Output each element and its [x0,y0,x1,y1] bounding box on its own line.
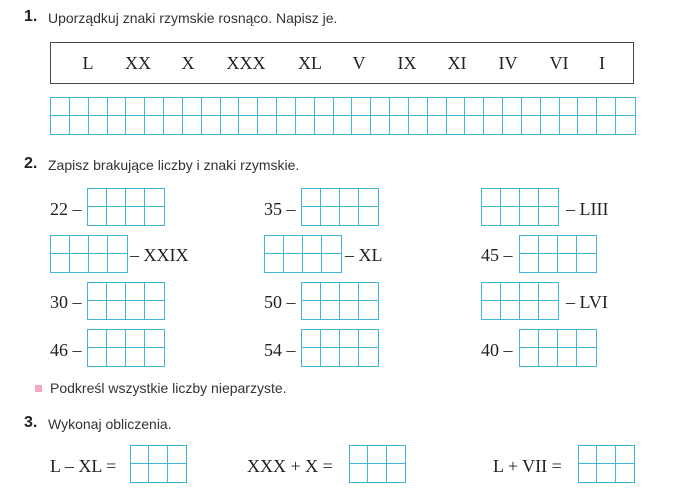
answer-grid[interactable] [301,188,379,226]
grid-cell[interactable] [428,98,447,116]
grid-cell[interactable] [539,348,558,366]
grid-cell[interactable] [616,98,635,116]
grid-cell[interactable] [126,189,145,207]
grid-cell[interactable] [88,283,107,301]
grid-cell[interactable] [107,348,126,366]
grid-cell[interactable] [321,189,340,207]
grid-cell[interactable] [183,116,202,134]
grid-cell[interactable] [51,236,70,254]
grid-cell[interactable] [387,446,405,464]
grid-cell[interactable] [321,348,340,366]
grid-cell[interactable] [202,98,221,116]
answer-grid[interactable] [50,235,128,273]
grid-cell[interactable] [321,330,340,348]
grid-cell[interactable] [321,207,340,225]
grid-cell[interactable] [126,301,145,319]
grid-cell[interactable] [560,116,579,134]
grid-cell[interactable] [302,348,321,366]
grid-cell[interactable] [539,283,558,301]
task3-instruction: Wykonaj obliczenia. [48,416,172,432]
grid-cell[interactable] [239,116,258,134]
grid-cell[interactable] [616,116,635,134]
roman-numerals-box [50,42,634,84]
grid-cell[interactable] [359,207,378,225]
grid-cell[interactable] [616,464,634,482]
task2-label: 46 – [50,340,82,360]
grid-cell[interactable] [321,283,340,301]
roman-numeral: VI [549,53,569,73]
grid-cell[interactable] [145,207,164,225]
grid-cell[interactable] [447,116,466,134]
grid-cell[interactable] [302,207,321,225]
grid-cell[interactable] [340,330,359,348]
grid-cell[interactable] [482,301,501,319]
grid-cell[interactable] [108,98,127,116]
grid-cell[interactable] [501,301,520,319]
grid-cell[interactable] [126,98,145,116]
grid-cell[interactable] [145,330,164,348]
grid-cell[interactable] [168,446,186,464]
grid-cell[interactable] [578,98,597,116]
grid-cell[interactable] [579,446,597,464]
grid-cell[interactable] [145,283,164,301]
grid-cell[interactable] [131,446,149,464]
grid-cell[interactable] [350,464,368,482]
grid-cell[interactable] [221,98,240,116]
grid-cell[interactable] [334,98,353,116]
answer-grid[interactable] [481,188,559,226]
roman-numeral: I [599,53,605,73]
answer-grid[interactable] [87,282,165,320]
grid-cell[interactable] [359,283,378,301]
grid-cell[interactable] [359,301,378,319]
grid-cell[interactable] [70,236,89,254]
grid-cell[interactable] [520,348,539,366]
grid-cell[interactable] [340,207,359,225]
grid-cell[interactable] [368,446,386,464]
grid-cell[interactable] [202,116,221,134]
grid-cell[interactable] [520,283,539,301]
grid-cell[interactable] [51,116,70,134]
grid-cell[interactable] [503,98,522,116]
grid-cell[interactable] [183,98,202,116]
grid-cell[interactable] [359,189,378,207]
grid-cell[interactable] [520,330,539,348]
grid-cell[interactable] [465,116,484,134]
grid-cell[interactable] [296,116,315,134]
grid-cell[interactable] [340,189,359,207]
grid-cell[interactable] [126,330,145,348]
grid-cell[interactable] [558,348,577,366]
grid-cell[interactable] [558,236,577,254]
grid-cell[interactable] [428,116,447,134]
grid-cell[interactable] [501,207,520,225]
grid-cell[interactable] [107,330,126,348]
grid-cell[interactable] [409,116,428,134]
grid-cell[interactable] [597,116,616,134]
grid-cell[interactable] [126,348,145,366]
task3-number: 3. [24,414,38,431]
task1-instruction: Uporządkuj znaki rzymskie rosnąco. Napisz je. [48,10,338,26]
grid-cell[interactable] [371,98,390,116]
grid-cell[interactable] [340,283,359,301]
grid-cell[interactable] [387,464,405,482]
grid-cell[interactable] [145,348,164,366]
grid-cell[interactable] [539,301,558,319]
grid-cell[interactable] [482,189,501,207]
grid-cell[interactable] [88,189,107,207]
grid-cell[interactable] [371,116,390,134]
answer-grid[interactable] [481,282,559,320]
grid-cell[interactable] [503,116,522,134]
grid-cell[interactable] [597,464,615,482]
grid-cell[interactable] [107,283,126,301]
grid-cell[interactable] [577,236,596,254]
grid-cell[interactable] [541,116,560,134]
roman-numeral: XL [298,53,322,73]
grid-cell[interactable] [322,254,341,272]
grid-cell[interactable] [597,446,615,464]
grid-cell[interactable] [145,116,164,134]
task1-number: 1. [24,8,38,25]
pink-bullet-icon [35,385,42,392]
grid-cell[interactable] [145,301,164,319]
roman-numeral: IV [498,53,518,73]
answer-grid[interactable] [87,329,165,367]
grid-cell[interactable] [520,236,539,254]
grid-cell[interactable] [145,98,164,116]
grid-cell[interactable] [558,330,577,348]
grid-cell[interactable] [465,98,484,116]
grid-cell[interactable] [501,283,520,301]
grid-cell[interactable] [70,116,89,134]
grid-cell[interactable] [302,189,321,207]
grid-cell[interactable] [539,330,558,348]
grid-cell[interactable] [579,464,597,482]
task2-note: Podkreśl wszystkie liczby nieparzyste. [50,380,287,396]
grid-cell[interactable] [89,236,108,254]
roman-numeral: L [82,53,94,73]
grid-cell[interactable] [70,254,89,272]
task2-label: 54 – [264,340,296,360]
answer-grid[interactable] [87,188,165,226]
equation-label: L – XL = [50,456,117,476]
answer-grid[interactable] [349,445,406,483]
task2-label: 22 – [50,199,82,219]
grid-cell[interactable] [89,254,108,272]
grid-cell[interactable] [277,98,296,116]
grid-cell[interactable] [265,254,284,272]
answer-grid[interactable] [264,235,342,273]
grid-cell[interactable] [539,189,558,207]
grid-cell[interactable] [51,254,70,272]
grid-cell[interactable] [258,116,277,134]
equation-label: L + VII = [493,456,562,476]
answer-grid[interactable] [519,329,597,367]
task2-label: – XL [345,245,383,265]
task2-label: – XXIX [130,245,189,265]
grid-cell[interactable] [51,98,70,116]
grid-cell[interactable] [258,98,277,116]
grid-cell[interactable] [164,98,183,116]
grid-cell[interactable] [597,98,616,116]
grid-cell[interactable] [108,236,127,254]
task2-label: 30 – [50,292,82,312]
grid-cell[interactable] [541,98,560,116]
grid-cell[interactable] [539,254,558,272]
answer-grid-task1[interactable] [50,97,636,135]
grid-cell[interactable] [108,116,127,134]
grid-cell[interactable] [265,236,284,254]
grid-cell[interactable] [390,116,409,134]
grid-cell[interactable] [322,236,341,254]
answer-grid[interactable] [130,445,187,483]
grid-cell[interactable] [352,116,371,134]
grid-cell[interactable] [522,98,541,116]
grid-cell[interactable] [390,98,409,116]
grid-cell[interactable] [539,236,558,254]
grid-cell[interactable] [409,98,428,116]
grid-cell[interactable] [520,301,539,319]
task2-label: – LIII [566,199,609,219]
grid-cell[interactable] [577,254,596,272]
grid-cell[interactable] [359,348,378,366]
grid-cell[interactable] [145,189,164,207]
grid-cell[interactable] [560,98,579,116]
grid-cell[interactable] [578,116,597,134]
answer-grid[interactable] [301,329,379,367]
grid-cell[interactable] [484,98,503,116]
roman-numeral: IX [397,53,417,73]
grid-cell[interactable] [108,254,127,272]
task2-instruction: Zapisz brakujące liczby i znaki rzymskie. [48,157,300,173]
grid-cell[interactable] [522,116,541,134]
grid-cell[interactable] [520,189,539,207]
grid-cell[interactable] [340,348,359,366]
roman-numeral: XX [125,53,151,73]
grid-cell[interactable] [164,116,183,134]
grid-cell[interactable] [520,254,539,272]
grid-cell[interactable] [88,348,107,366]
grid-cell[interactable] [149,446,167,464]
grid-cell[interactable] [334,116,353,134]
grid-cell[interactable] [89,116,108,134]
grid-cell[interactable] [284,254,303,272]
grid-cell[interactable] [352,98,371,116]
grid-cell[interactable] [88,301,107,319]
grid-cell[interactable] [315,98,334,116]
roman-numeral: XXX [226,53,266,73]
grid-cell[interactable] [126,207,145,225]
grid-cell[interactable] [315,116,334,134]
grid-cell[interactable] [284,236,303,254]
task2-label: 45 – [481,245,513,265]
grid-cell[interactable] [239,98,258,116]
grid-cell[interactable] [131,464,149,482]
grid-cell[interactable] [302,283,321,301]
grid-cell[interactable] [539,207,558,225]
roman-numeral: V [352,53,366,73]
grid-cell[interactable] [107,301,126,319]
task2-label: – LVI [566,292,608,312]
grid-cell[interactable] [321,301,340,319]
task2-label: 35 – [264,199,296,219]
grid-cell[interactable] [447,98,466,116]
task2-number: 2. [24,155,38,172]
grid-cell[interactable] [482,283,501,301]
grid-cell[interactable] [484,116,503,134]
grid-cell[interactable] [340,301,359,319]
grid-cell[interactable] [107,207,126,225]
grid-cell[interactable] [107,189,126,207]
grid-cell[interactable] [221,116,240,134]
grid-cell[interactable] [368,464,386,482]
grid-cell[interactable] [303,236,322,254]
grid-cell[interactable] [126,116,145,134]
grid-cell[interactable] [501,189,520,207]
grid-cell[interactable] [302,330,321,348]
grid-cell[interactable] [277,116,296,134]
grid-cell[interactable] [482,207,501,225]
grid-cell[interactable] [88,330,107,348]
task2-label: 50 – [264,292,296,312]
grid-cell[interactable] [89,98,108,116]
equation-label: XXX + X = [247,456,333,476]
roman-numeral: X [181,53,195,73]
task2-label: 40 – [481,340,513,360]
grid-cell[interactable] [577,348,596,366]
grid-cell[interactable] [149,464,167,482]
answer-grid[interactable] [578,445,635,483]
grid-cell[interactable] [70,98,89,116]
grid-cell[interactable] [303,254,322,272]
grid-cell[interactable] [577,330,596,348]
answer-grid[interactable] [519,235,597,273]
grid-cell[interactable] [296,98,315,116]
grid-cell[interactable] [126,283,145,301]
grid-cell[interactable] [616,446,634,464]
grid-cell[interactable] [558,254,577,272]
roman-numeral: XI [447,53,467,73]
grid-cell[interactable] [359,330,378,348]
grid-cell[interactable] [168,464,186,482]
answer-grid[interactable] [301,282,379,320]
grid-cell[interactable] [520,207,539,225]
grid-cell[interactable] [302,301,321,319]
grid-cell[interactable] [88,207,107,225]
grid-cell[interactable] [350,446,368,464]
